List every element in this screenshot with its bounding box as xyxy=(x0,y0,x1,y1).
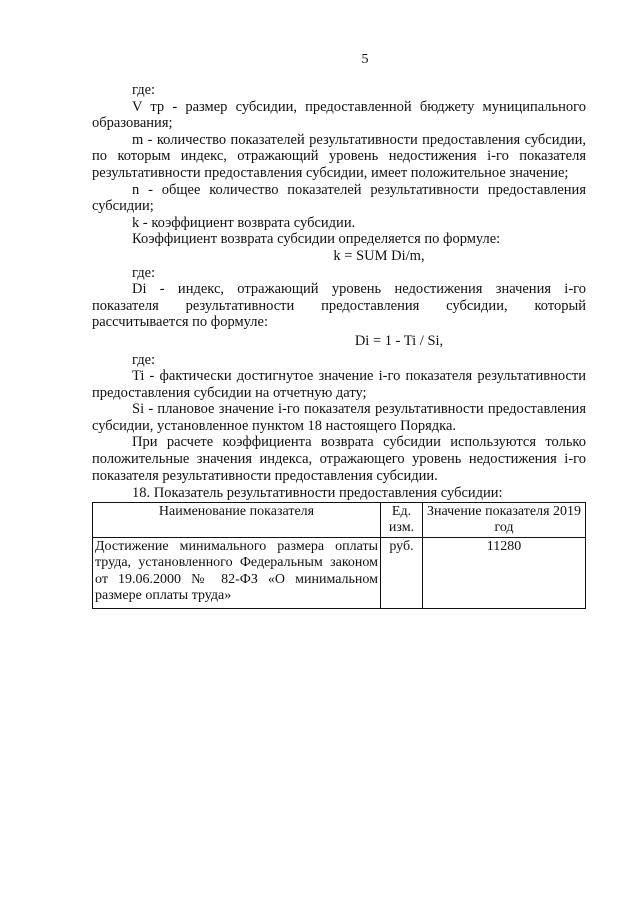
formula-k: k = SUM Di/m, xyxy=(333,247,425,264)
header-indicator-name: Наименование показателя xyxy=(93,502,381,537)
cell-unit: руб. xyxy=(381,538,423,609)
definition-di: Di - индекс, отражающий уровень недостижения значения i-го показателя результативности предоставления субсидии, который рассчитывается по формуле: xyxy=(92,281,586,331)
k-formula-intro: Коэффициент возврата субсидии определяется по формуле: xyxy=(132,231,501,248)
table-header-row xyxy=(93,502,586,537)
formula-di: Di = 1 - Ti / Si, xyxy=(354,332,444,349)
indicators-table xyxy=(92,502,586,609)
header-value-2019: Значение показателя 2019 год xyxy=(423,502,586,537)
where-label-1: где: xyxy=(132,82,156,98)
where-label-2: где: xyxy=(132,264,156,281)
definition-v-tr: V тр - размер субсидии, предоставленной бюджету муниципального образования; xyxy=(92,98,586,132)
definition-m: m - количество показателей результативности предоставления субсидии, по которым индекс, отражающий уровень недостижения i-го показателя результативности предоставления субсидии, имеет положительное значение; xyxy=(92,131,586,181)
page-number: 5 xyxy=(361,52,369,67)
definition-si: Si - плановое значение i-го показателя результативности предоставления субсидии, установленное пунктом 18 настоящего Порядка. xyxy=(92,401,586,434)
header-unit: Ед. изм. xyxy=(381,502,423,537)
definition-n: n - общее количество показателей результативности предоставления субсидии; xyxy=(92,181,586,215)
definition-k: k - коэффициент возврата субсидии. xyxy=(132,214,356,231)
table-title: 18. Показатель результативности предоставления субсидии: xyxy=(132,485,503,502)
definition-ti: Ti - фактически достигнутое значение i-го показателя результативности предоставления субсидии на отчетную дату; xyxy=(92,368,586,401)
where-label-3: где: xyxy=(132,351,156,368)
table-row xyxy=(93,538,586,609)
cell-value: 11280 xyxy=(423,538,586,609)
calculation-note: При расчете коэффициента возврата субсидии используются только положительные значения индекса, отражающего уровень недостижения i-го показателя результативности предоставления субсидии. xyxy=(92,434,586,484)
document-body xyxy=(92,82,586,609)
cell-indicator-name: Достижение минимального размера оплаты труда, установленного Федеральным законом от 19.06.2000 № 82-ФЗ «О минимальном размере оплаты труда» xyxy=(93,538,381,609)
